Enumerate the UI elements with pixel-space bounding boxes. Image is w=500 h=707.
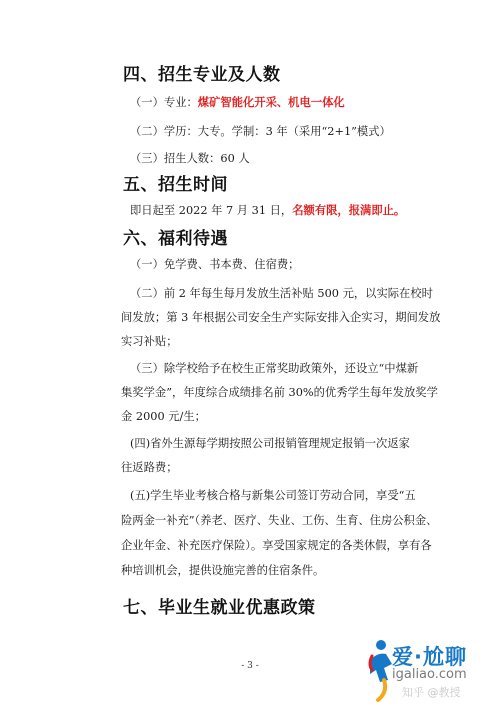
section-4-education: （二）学历：大专。学制：3 年（采用“2+1”模式）	[130, 125, 391, 138]
section-4-major-value: 煤矿智能化开采、机电一体化	[197, 96, 345, 109]
section-6-item-5-line-1: (五)学生毕业考核合格与新集公司签订劳动合同，享受“五	[130, 489, 416, 502]
watermark-site: igaliao.com	[392, 667, 467, 682]
section-6-item-2-line-1: （二）前 2 年每生每月发放生活补贴 500 元，以实际在校时	[130, 287, 433, 300]
watermark-brand: 爱·尬聊	[392, 645, 467, 669]
section-7-heading: 七、毕业生就业优惠政策	[123, 598, 316, 618]
section-6-item-2-line-2: 间发放；第 3 年根据公司安全生产实际安排入企实习，期间发放	[121, 311, 441, 324]
section-6-item-1: （一）免学费、书本费、住宿费；	[130, 258, 300, 271]
section-6-item-5-line-3: 企业年金、补充医疗保险）。享受国家规定的各类休假，享有各	[121, 539, 432, 552]
section-6-item-4-line-1: (四)省外生源每学期按照公司报销管理规定报销一次返家	[130, 437, 410, 450]
section-4-heading: 四、招生专业及人数	[123, 65, 281, 85]
section-6-item-3-line-3: 金 2000 元/生；	[121, 410, 206, 423]
section-4-major-label: （一）专业：	[130, 96, 198, 109]
page-number: - 3 -	[241, 661, 259, 671]
section-6-heading: 六、福利待遇	[123, 229, 228, 249]
section-6-item-5-line-4: 种培训机会，提供设施完善的住宿条件。	[121, 564, 325, 577]
section-4-major	[121, 91, 402, 115]
section-6-item-3-line-2: 集奖学金”，年度综合成绩排名前 30%的优秀学生每年发放奖学	[121, 386, 438, 399]
section-5-time-text: 即日起至 2022 年 7 月 31 日，	[130, 204, 293, 217]
section-6-item-3-line-1: （三）除学校给予在校生正常奖助政策外，还设立“中煤新	[130, 362, 419, 375]
section-5-time	[121, 199, 406, 223]
section-4-count: （三）招生人数：60 人	[130, 152, 250, 165]
section-5-time-note: 名额有限，报满即止。	[292, 204, 406, 217]
section-6-item-4-line-2: 往返路费；	[121, 461, 178, 474]
watermark-zhihu: 知乎 @教授	[402, 686, 461, 699]
section-5-heading: 五、招生时间	[123, 175, 228, 195]
section-6-item-5-line-2: 险两金一补充”（养老、医疗、失业、工伤、生育、住房公积金、	[121, 514, 438, 527]
section-6-item-2-line-3: 实习补贴；	[121, 335, 178, 348]
